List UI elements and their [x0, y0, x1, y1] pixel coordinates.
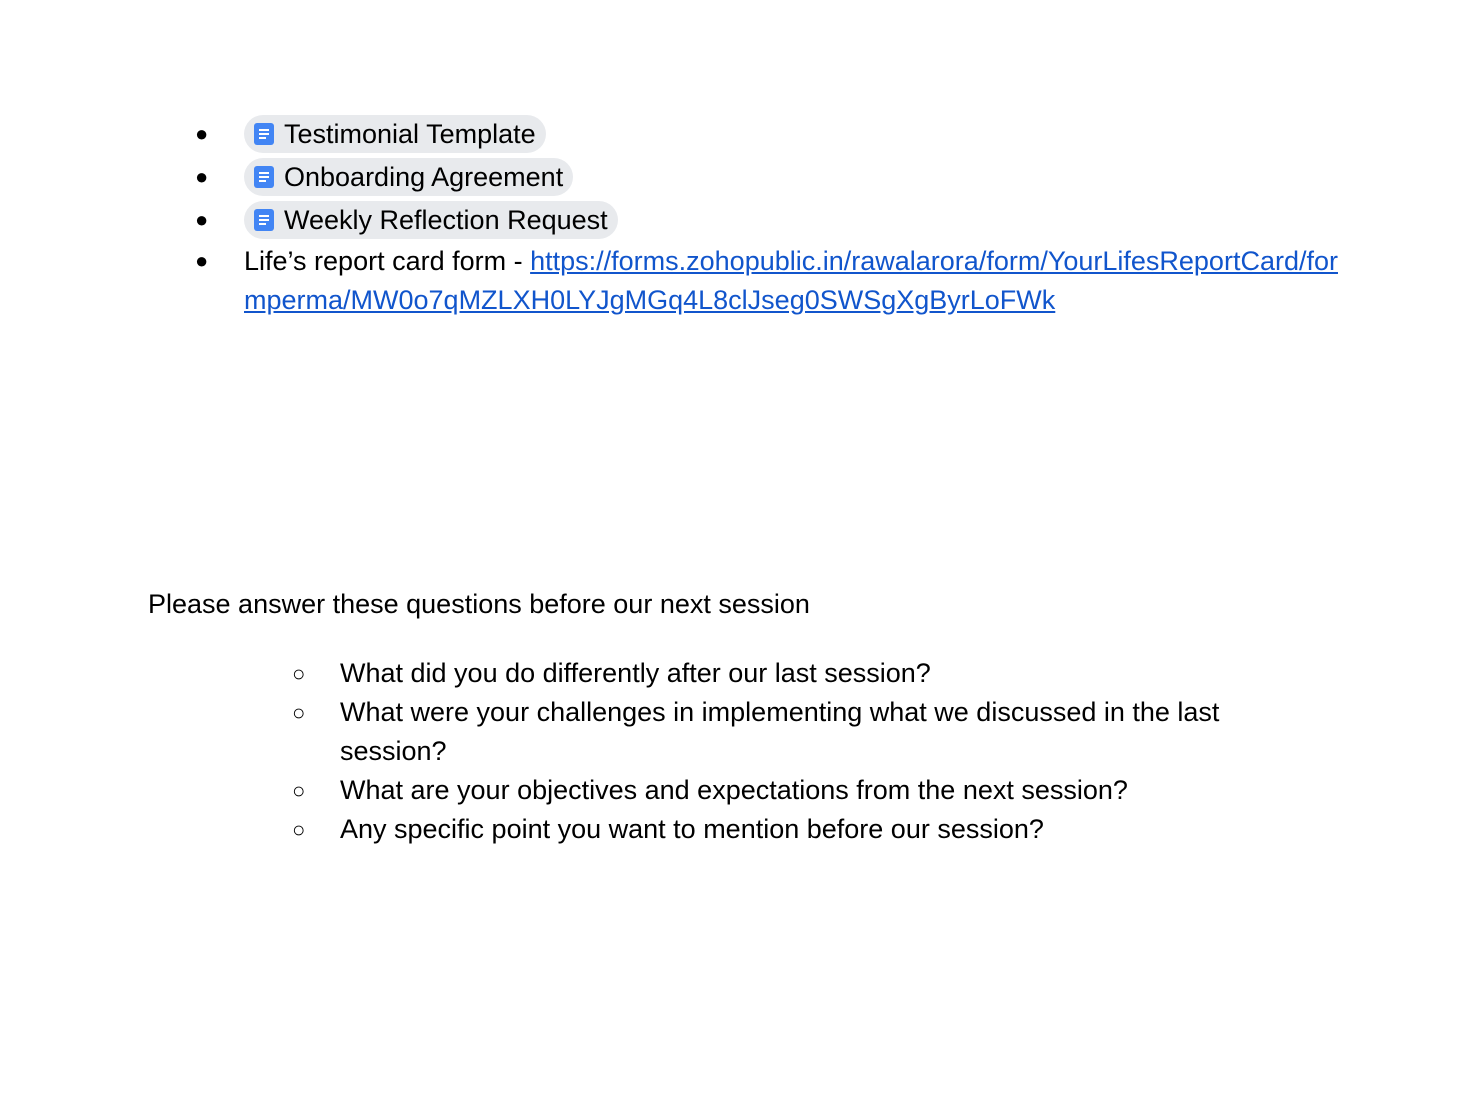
- question-text: What did you do differently after our last session?: [340, 658, 931, 688]
- chip-label: Weekly Reflection Request: [284, 205, 608, 235]
- report-card-item: [244, 242, 1354, 320]
- circle-bullet: ○: [292, 661, 306, 686]
- weekly-reflection-request-chip[interactable]: [244, 201, 618, 239]
- circle-bullet: ○: [292, 778, 306, 803]
- report-card-link[interactable]: https://forms.zohopublic.in/rawalarora/form/YourLifesReportCard/formperma/MW0o7qMZLXH0LYJgMGq4L8clJseg0SWSgXgByrLoFWk: [244, 246, 1338, 315]
- question-text: What were your challenges in implementing what we discussed in the last session?: [340, 697, 1220, 766]
- bullet-dot: ●: [195, 121, 209, 146]
- report-card-label: Life’s report card form -: [244, 246, 531, 276]
- bullet-dot: ●: [195, 248, 209, 273]
- testimonial-template-chip[interactable]: [244, 115, 546, 153]
- circle-bullet: ○: [292, 817, 306, 842]
- google-docs-icon: [254, 209, 274, 231]
- google-docs-icon: [254, 123, 274, 145]
- question-text: What are your objectives and expectations from the next session?: [340, 775, 1128, 805]
- onboarding-agreement-chip[interactable]: [244, 158, 573, 196]
- circle-bullet: ○: [292, 700, 306, 725]
- chip-label: Onboarding Agreement: [284, 162, 564, 192]
- google-docs-icon: [254, 166, 274, 188]
- chip-label: Testimonial Template: [284, 119, 536, 149]
- bullet-dot: ●: [195, 207, 209, 232]
- question-text: Any specific point you want to mention before our session?: [340, 814, 1044, 844]
- session-intro-text: Please answer these questions before our next session: [148, 589, 810, 619]
- bullet-dot: ●: [195, 164, 209, 189]
